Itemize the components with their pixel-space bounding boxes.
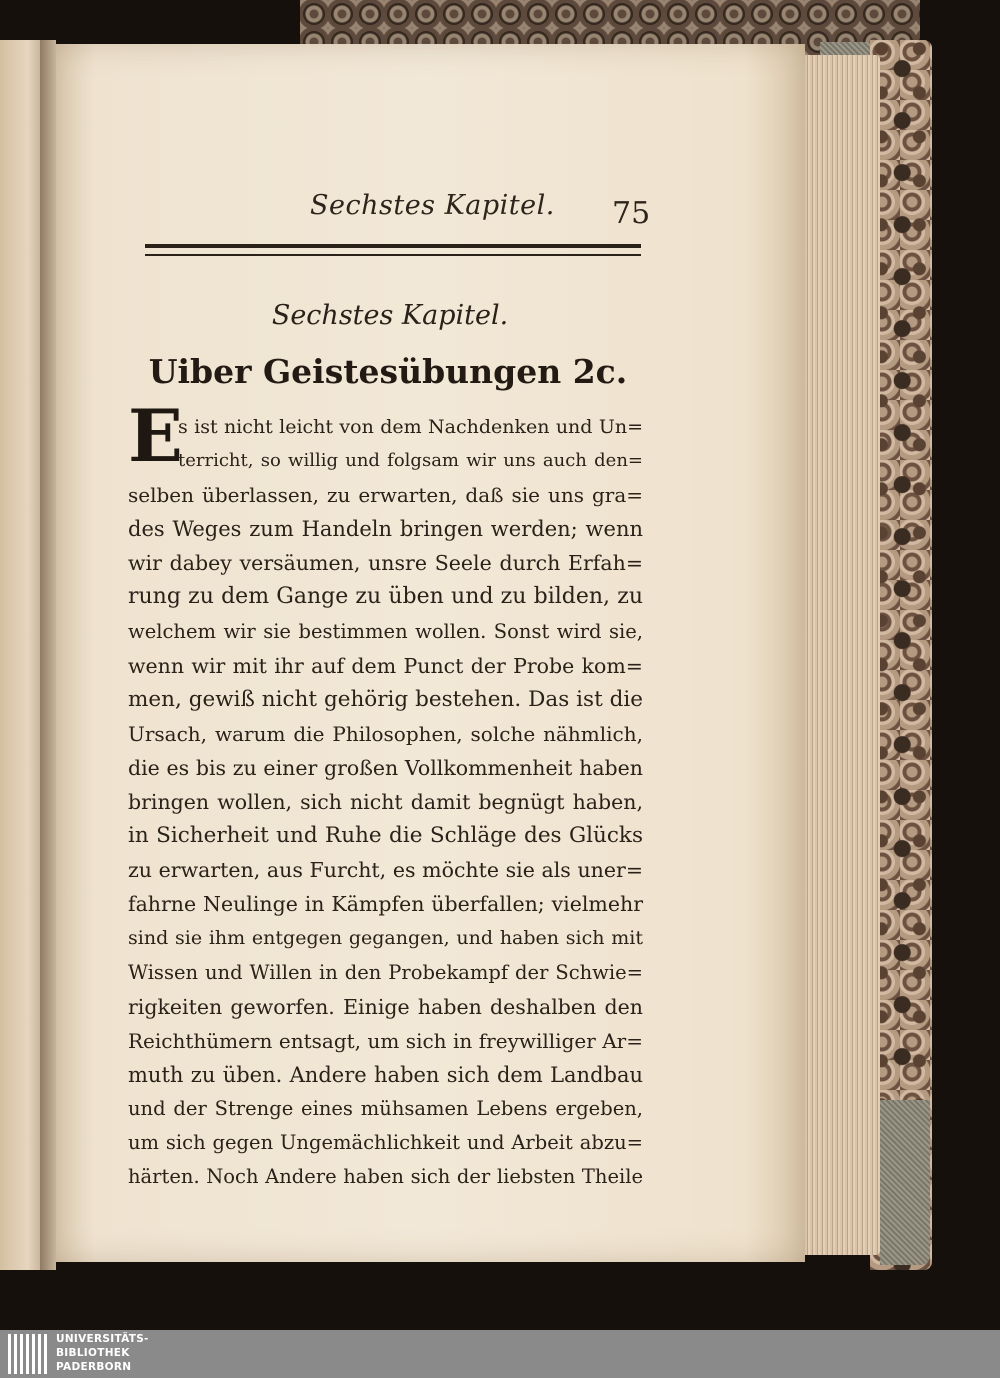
logo-line: UNIVERSITÄTS- [56,1333,149,1345]
text-line: wenn wir mit ihr auf dem Punct der Probe kom= [128,653,643,678]
running-head: Sechstes Kapitel. [310,190,555,221]
text-line: in Sicherheit und Ruhe die Schläge des Glücks [128,823,643,849]
chapter-heading: Sechstes Kapitel. [271,300,509,331]
text-line: zu erwarten, aus Furcht, es möchte sie als uner= [128,858,643,883]
text-line: sind sie ihm entgegen gegangen, und haben sich mit [128,927,643,950]
text-line: men, gewiß nicht gehörig bestehen. Das ist die [128,686,643,712]
text-line: rigkeiten geworfen. Einige haben deshalben den [128,994,643,1019]
body-text [128,410,643,1194]
text-line: selben überlassen, zu erwarten, daß sie uns gra= [128,483,643,508]
book-gutter [40,40,56,1270]
text-line: Wissen und Willen in den Probekampf der Schwie= [128,960,643,984]
text-line: rung zu dem Gange zu üben und zu bilden, zu [128,584,643,610]
library-footer [0,1330,1000,1378]
chapter-title: Uiber Geistesübungen 2c. [148,352,628,391]
logo-line: BIBLIOTHEK [56,1347,130,1359]
library-logo-icon [8,1334,48,1374]
text-line: muth zu üben. Andere haben sich dem Landbau [128,1062,643,1087]
cover-cloth-bottom [880,1100,930,1265]
text-line: um sich gegen Ungemächlichkeit und Arbeit abzu= [128,1130,643,1154]
logo-line: PADERBORN [56,1361,132,1373]
text-line: die es bis zu einer großen Vollkommenheit haben [128,755,643,780]
text-line: und der Strenge eines mühsamen Lebens ergeben, [128,1096,643,1120]
text-line: terricht, so willig und folgsam wir uns auch den= [178,450,643,472]
page-number: 75 [612,196,651,231]
text-line: Reichthümern entsagt, um sich in freywilliger Ar= [128,1028,643,1053]
text-line: wir dabey versäumen, unsre Seele durch Erfah= [128,551,643,576]
text-line: Ursach, warum die Philosophen, solche nähmlich, [128,721,643,746]
text-line: härten. Noch Andere haben sich der liebsten Theile [128,1165,643,1189]
text-line: welchem wir sie bestimmen wollen. Sonst wird sie, [128,619,643,643]
text-line: bringen wollen, sich nicht damit begnügt haben, [128,790,643,815]
header-rule [145,244,641,256]
text-line: s ist nicht leicht von dem Nachdenken und Un= [178,416,643,438]
text-line: fahrne Neulinge in Kämpfen überfallen; vielmehr [128,892,643,917]
text-line: des Weges zum Handeln bringen werden; wenn [128,517,643,542]
library-logo-text [56,1332,149,1374]
drop-cap: E [128,393,183,478]
